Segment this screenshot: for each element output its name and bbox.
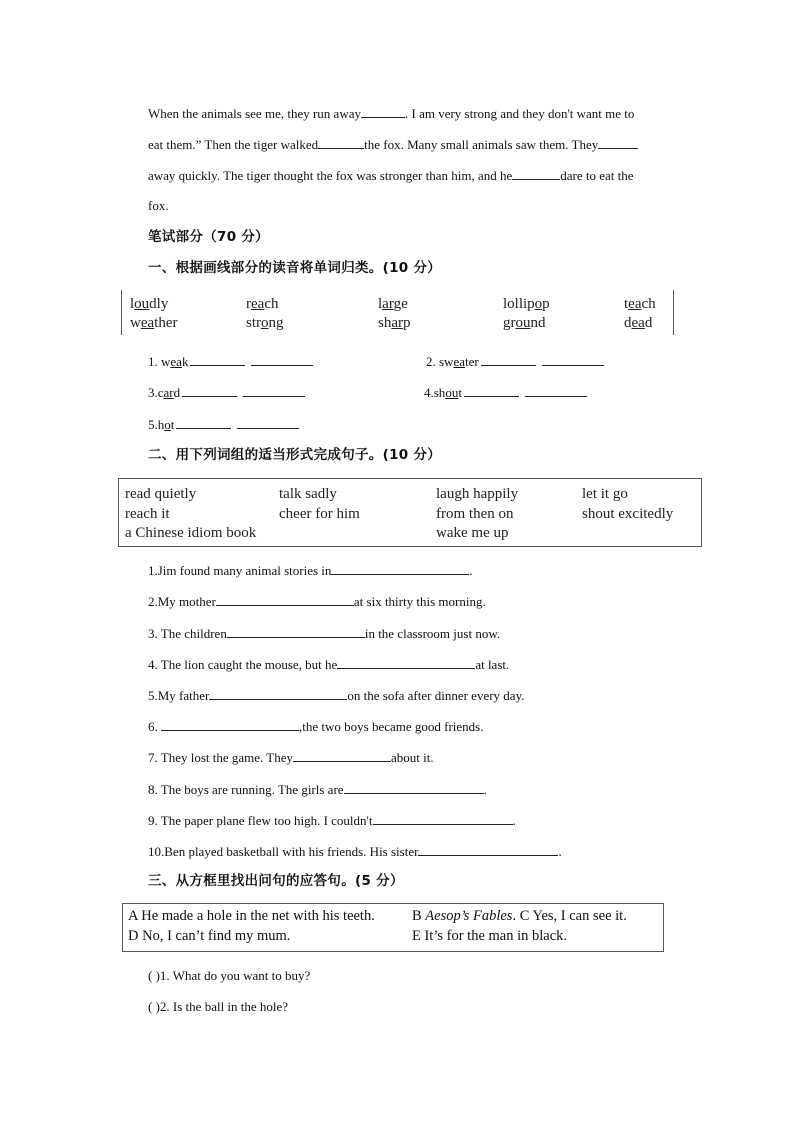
answer-b-label: B <box>412 908 426 924</box>
answer-blank[interactable] <box>209 687 347 700</box>
question-text: 1. What do you want to buy? <box>159 968 311 983</box>
answer-e: E It’s for the man in black. <box>412 928 568 944</box>
sentence-text: 10.Ben played basketball with his friends. His sister <box>148 844 419 859</box>
phonics-word <box>624 295 656 313</box>
answer-blank[interactable] <box>293 749 391 762</box>
phrase: a Chinese idiom book <box>125 525 257 541</box>
answer-blank[interactable] <box>190 353 245 366</box>
word-part: ter <box>465 354 479 369</box>
word-part: lollip <box>503 296 535 312</box>
word-part: dly <box>149 296 169 312</box>
phrase: from then on <box>436 506 514 522</box>
underlined-sound: ea <box>251 296 265 312</box>
underlined-sound: o <box>534 296 543 312</box>
answer-blank[interactable] <box>525 384 587 397</box>
phonics-word <box>624 314 652 332</box>
underlined-sound: ar <box>391 315 403 331</box>
word-part: ge <box>393 296 408 312</box>
sentence-text: . <box>469 563 473 578</box>
phonics-word <box>503 295 550 313</box>
word-part: 3.c <box>148 385 164 400</box>
answer-blank[interactable] <box>331 562 469 575</box>
word-part: ch <box>264 296 279 312</box>
word-part: d <box>644 315 653 331</box>
passage-line-4: fox. <box>148 198 169 213</box>
passage-text: dare to eat the <box>560 168 634 183</box>
underlined-sound: ou <box>134 296 150 312</box>
sentence <box>148 812 516 829</box>
word-part: l <box>130 296 135 312</box>
sentence-text: 6. <box>148 719 161 734</box>
question <box>148 999 288 1015</box>
word-part: p <box>542 296 550 312</box>
classify-item <box>148 353 313 370</box>
sentence <box>148 843 562 860</box>
phonics-word <box>378 295 408 313</box>
phonics-word <box>246 295 279 313</box>
answer-blank[interactable] <box>481 353 536 366</box>
sentence <box>148 718 483 735</box>
sentence <box>148 562 473 579</box>
answer-b-c <box>412 907 627 925</box>
underlined-sound: ea <box>628 296 642 312</box>
answer-blank[interactable] <box>237 416 299 429</box>
passage-line-1 <box>148 105 634 122</box>
answer-blank[interactable] <box>344 781 484 794</box>
sentence <box>148 749 434 766</box>
word-part: 2. sw <box>426 354 454 369</box>
answer-blank[interactable] <box>182 384 237 397</box>
sentence-text: at last. <box>475 657 510 672</box>
classify-item <box>426 353 604 370</box>
answer-blank[interactable] <box>243 384 305 397</box>
answer-blank[interactable] <box>512 167 560 180</box>
phrase: cheer for him <box>279 506 360 522</box>
written-part-title: 笔试部分（70 分） <box>148 229 269 245</box>
answer-d: D No, I can’t find my mum. <box>128 928 291 944</box>
phonics-word <box>130 314 178 332</box>
passage-text: the fox. Many small animals saw them. They <box>364 137 599 152</box>
answer-a: A He made a hole in the net with his teeth. <box>128 908 375 924</box>
answer-blank[interactable] <box>161 718 299 731</box>
phonics-word <box>246 314 284 332</box>
sentence <box>148 656 509 673</box>
word-part: d <box>173 385 181 400</box>
word-part: gr <box>503 315 516 331</box>
passage-text: away quickly. The tiger thought the fox was stronger than him, and he <box>148 168 513 183</box>
answer-blank[interactable] <box>227 625 365 638</box>
sentence-text: ,the two boys became good friends. <box>299 719 484 734</box>
answer-b-title: Aesop’s Fables <box>425 908 513 924</box>
phonics-word <box>503 314 546 332</box>
word-part: 5.h <box>148 417 165 432</box>
word-part: l <box>378 296 383 312</box>
word-part: d <box>624 315 632 331</box>
answer-paren[interactable]: ( ) <box>148 999 160 1014</box>
passage-line-2 <box>148 136 638 153</box>
underlined-sound: ea <box>170 354 182 369</box>
question-text: 2. Is the ball in the hole? <box>159 999 289 1014</box>
sentence-text: 9. The paper plane flew too high. I couldn't <box>148 813 373 828</box>
answer-c: . C Yes, I can see it. <box>512 908 627 924</box>
question <box>148 968 310 984</box>
passage-text: When the animals see me, they run away <box>148 106 361 121</box>
sentence-text: . <box>558 844 562 859</box>
section2-title: 二、用下列词组的适当形式完成句子。(10 分） <box>148 447 442 463</box>
phrase: let it go <box>582 486 628 502</box>
passage-line-3 <box>148 167 634 184</box>
word-part: ther <box>154 315 178 331</box>
sentence-text: on the sofa after dinner every day. <box>347 688 525 703</box>
phrase: wake me up <box>436 525 509 541</box>
phrase: talk sadly <box>279 486 337 502</box>
underlined-sound: ea <box>453 354 465 369</box>
sentence-text: 7. They lost the game. They <box>148 750 294 765</box>
underlined-sound: ou <box>515 315 531 331</box>
word-part: k <box>181 354 189 369</box>
answer-blank[interactable] <box>361 105 405 118</box>
word-part: nd <box>530 315 546 331</box>
classify-item <box>424 384 587 401</box>
answer-blank[interactable] <box>598 136 638 149</box>
classify-item <box>148 416 299 433</box>
phrase: laugh happily <box>436 486 519 502</box>
sentence-text: about it. <box>391 750 434 765</box>
word-part: ng <box>268 315 284 331</box>
underlined-sound: ea <box>631 315 645 331</box>
answer-blank[interactable] <box>464 384 519 397</box>
answer-blank[interactable] <box>216 593 354 606</box>
sentence-text: . <box>483 782 487 797</box>
sentence-text: . <box>512 813 516 828</box>
answer-blank[interactable] <box>176 416 231 429</box>
word-part: w <box>130 315 141 331</box>
sentence-text: 3. The children <box>148 626 227 641</box>
answer-blank[interactable] <box>542 353 604 366</box>
word-part: r <box>246 296 251 312</box>
sentence-text: 8. The boys are running. The girls are <box>148 782 344 797</box>
sentence-text: 1.Jim found many animal stories in <box>148 563 332 578</box>
phonics-word <box>378 314 411 332</box>
sentence-text: at six thirty this morning. <box>353 594 486 609</box>
section3-title: 三、从方框里找出问句的应答句。(5 分） <box>148 873 404 889</box>
phrase: reach it <box>125 506 170 522</box>
word-part: 1. w <box>148 354 171 369</box>
underlined-sound: ou <box>445 385 459 400</box>
sentence <box>148 625 500 642</box>
sentence-text: in the classroom just now. <box>364 626 501 641</box>
passage-text: . I am very strong and they don't want me to <box>404 106 635 121</box>
section1-title: 一、根据画线部分的读音将单词归类。(10 分） <box>148 260 442 276</box>
answer-blank[interactable] <box>251 353 313 366</box>
answer-blank[interactable] <box>418 843 558 856</box>
sentence-text: 4. The lion caught the mouse, but he <box>148 657 338 672</box>
underlined-sound: o <box>261 315 269 331</box>
word-part: t <box>458 385 462 400</box>
answer-blank[interactable] <box>373 812 513 825</box>
sentence <box>148 687 524 704</box>
underlined-sound: ar <box>382 296 394 312</box>
underlined-sound: ar <box>163 385 174 400</box>
sentence <box>148 593 486 610</box>
answer-blank[interactable] <box>318 136 364 149</box>
word-part: t <box>170 417 175 432</box>
classify-item <box>148 384 305 401</box>
phrase: shout excitedly <box>582 506 674 522</box>
answer-blank[interactable] <box>337 656 475 669</box>
word-part: p <box>403 315 411 331</box>
word-part: ch <box>641 296 656 312</box>
word-part: 4.sh <box>424 385 446 400</box>
phonics-word <box>130 295 168 313</box>
word-part: t <box>624 296 629 312</box>
sentence-text: 2.My mother <box>148 594 216 609</box>
sentence <box>148 781 487 798</box>
underlined-sound: o <box>164 417 171 432</box>
passage-text: eat them.” Then the tiger walked <box>148 137 319 152</box>
word-part: sh <box>378 315 392 331</box>
sentence-text: 5.My father <box>148 688 210 703</box>
answer-paren[interactable]: ( ) <box>148 968 160 983</box>
underlined-sound: ea <box>140 315 155 331</box>
phrase: read quietly <box>125 486 197 502</box>
word-part: str <box>246 315 261 331</box>
